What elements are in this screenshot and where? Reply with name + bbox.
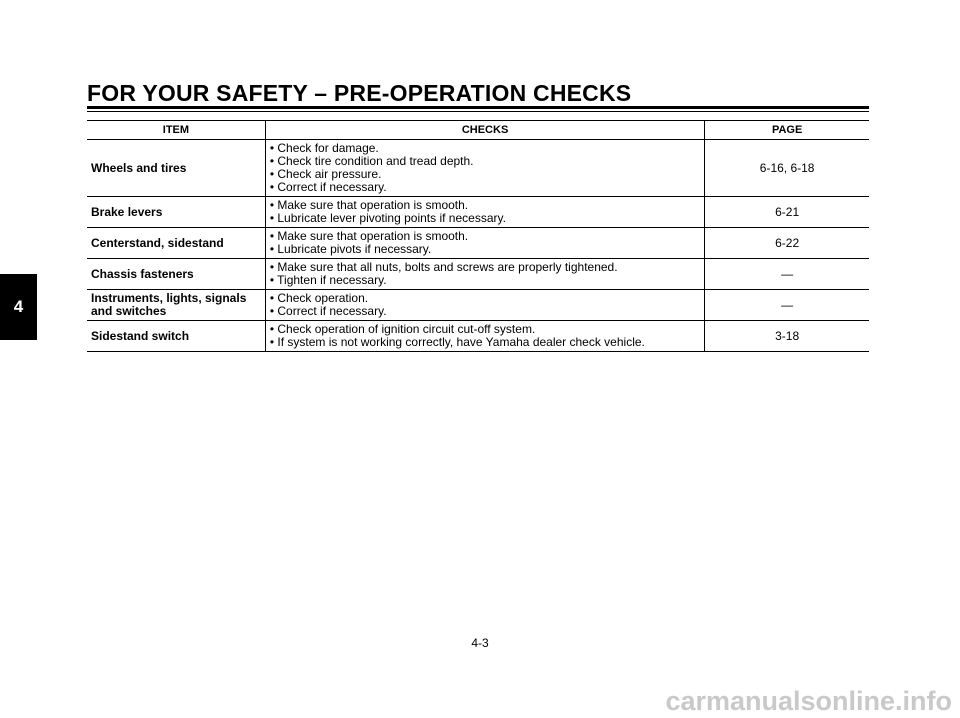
checks-cell xyxy=(265,140,704,197)
table-row xyxy=(87,290,869,321)
checks-cell xyxy=(265,228,704,259)
table-row xyxy=(87,259,869,290)
title-rule-thick xyxy=(87,106,869,109)
check-item: • If system is not working correctly, have Yamaha dealer check vehicle. xyxy=(269,335,645,349)
page-reference: 6-21 xyxy=(705,197,869,228)
checks-cell xyxy=(265,197,704,228)
table-header-row xyxy=(87,121,869,140)
check-item: • Check air pressure. xyxy=(269,167,382,181)
item-label-line: Sidestand switch xyxy=(91,328,190,343)
check-item: • Make sure that operation is smooth. xyxy=(269,198,469,212)
item-label-line: Wheels and tires xyxy=(91,160,187,175)
item-cell xyxy=(87,290,265,321)
pre-operation-checks-table xyxy=(87,120,869,352)
check-item: • Lubricate lever pivoting points if necessary. xyxy=(269,211,506,225)
page-reference: 6-16, 6-18 xyxy=(705,140,869,197)
page-reference: 3-18 xyxy=(705,321,869,352)
column-header-page: PAGE xyxy=(705,121,869,140)
table-row xyxy=(87,140,869,197)
check-item: • Make sure that all nuts, bolts and screws are properly tightened. xyxy=(269,260,618,274)
checks-cell xyxy=(265,321,704,352)
item-cell xyxy=(87,140,265,197)
page-title: FOR YOUR SAFETY – PRE-OPERATION CHECKS xyxy=(87,80,632,106)
check-item: • Correct if necessary. xyxy=(269,304,387,318)
table-row xyxy=(87,197,869,228)
table-row xyxy=(87,228,869,259)
title-rule-thin xyxy=(87,111,869,112)
check-item: • Correct if necessary. xyxy=(269,180,387,194)
check-item: • Tighten if necessary. xyxy=(269,273,387,287)
page-reference: — xyxy=(705,290,869,321)
chapter-tab: 4 xyxy=(0,274,37,340)
item-label-line: Brake levers xyxy=(91,204,163,219)
checks-cell xyxy=(265,290,704,321)
item-label-line: Instruments, lights, signals xyxy=(91,291,247,305)
column-header-checks: CHECKS xyxy=(265,121,704,140)
page-reference: 6-22 xyxy=(705,228,869,259)
item-label-line: Centerstand, sidestand xyxy=(91,235,224,250)
checks-cell xyxy=(265,259,704,290)
table-body xyxy=(87,140,869,352)
check-item: • Make sure that operation is smooth. xyxy=(269,229,469,243)
item-cell xyxy=(87,197,265,228)
check-item: • Check tire condition and tread depth. xyxy=(269,154,474,168)
page-number: 4-3 xyxy=(471,636,489,650)
check-item: • Check operation of ignition circuit cut-off system. xyxy=(269,322,536,336)
item-label-line: Chassis fasteners xyxy=(91,266,194,281)
check-item: • Check operation. xyxy=(269,291,369,305)
item-cell xyxy=(87,321,265,352)
check-item: • Check for damage. xyxy=(269,141,379,155)
column-header-item: ITEM xyxy=(87,121,265,140)
item-cell xyxy=(87,259,265,290)
check-item: • Lubricate pivots if necessary. xyxy=(269,242,432,256)
item-cell xyxy=(87,228,265,259)
watermark: carmanualsonline.info xyxy=(665,686,952,716)
table-row xyxy=(87,321,869,352)
item-label-line: and switches xyxy=(91,304,167,318)
page-reference: — xyxy=(705,259,869,290)
